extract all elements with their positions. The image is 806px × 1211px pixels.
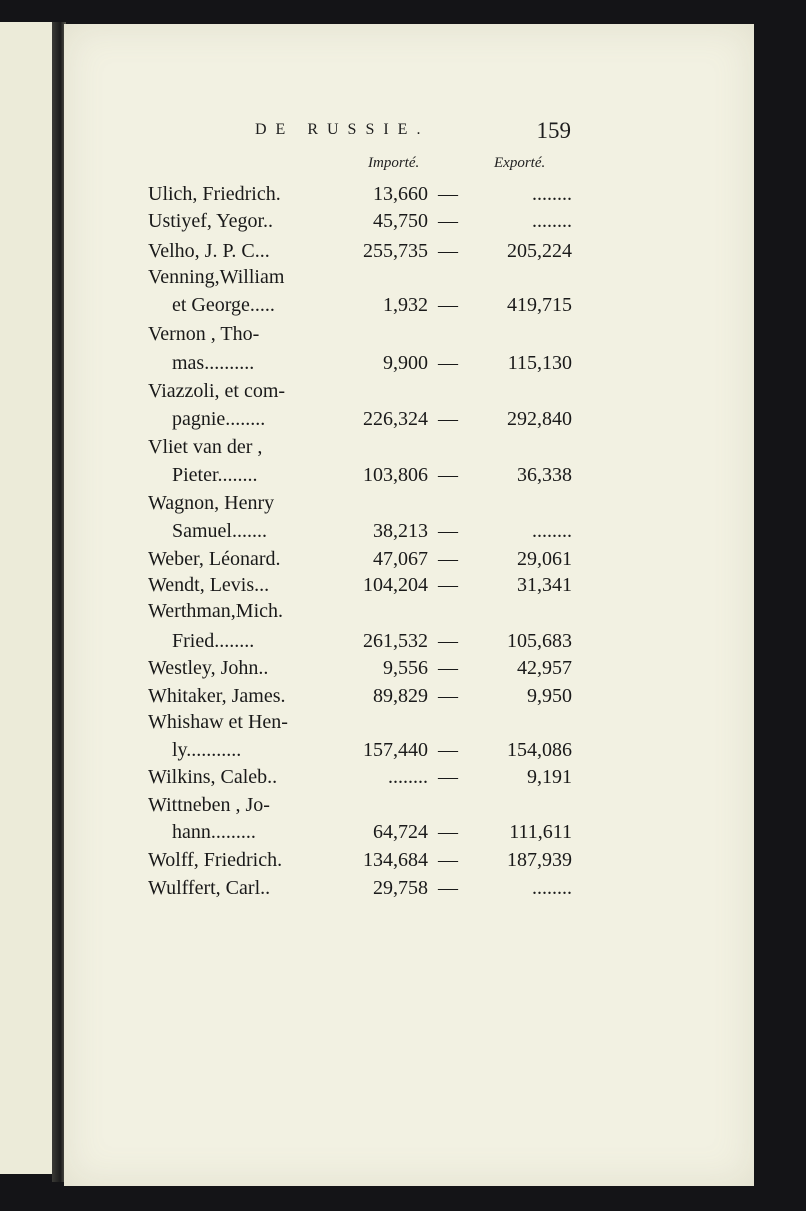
imported-value: 64,724 (373, 821, 428, 843)
separator-dash: — (438, 520, 458, 542)
table-row (148, 792, 572, 818)
exported-value: 9,950 (527, 685, 572, 707)
exported-value: 31,341 (517, 574, 572, 596)
imported-value: 103,806 (363, 464, 428, 486)
merchant-name: Wolff, Friedrich. (148, 849, 283, 871)
merchant-name: Weber, Léonard. (148, 548, 281, 570)
separator-dash: — (438, 240, 458, 262)
separator-dash: — (438, 408, 458, 430)
merchant-name: et George..... (172, 294, 275, 316)
separator-dash: — (438, 630, 458, 652)
merchant-name: Vernon , Tho- (148, 323, 260, 345)
separator-dash: — (438, 574, 458, 596)
facing-page-edge (0, 22, 54, 1174)
merchant-name: Wendt, Levis... (148, 574, 270, 596)
separator-dash: — (438, 210, 458, 232)
running-head (255, 118, 575, 151)
separator-dash: — (438, 352, 458, 374)
merchant-name: Wagnon, Henry (148, 492, 275, 514)
merchant-name: Velho, J. P. C... (148, 240, 270, 262)
imported-value: 45,750 (373, 210, 428, 232)
table-row (148, 238, 572, 264)
imported-value: 157,440 (363, 739, 428, 761)
merchant-name: Whishaw et Hen- (148, 711, 288, 733)
page-number: 159 (536, 118, 571, 143)
imported-value: 104,204 (363, 574, 428, 596)
table-row (148, 406, 572, 432)
page-title: DE RUSSIE. (255, 121, 430, 138)
imported-value: 255,735 (363, 240, 428, 262)
imported-value: 89,829 (373, 685, 428, 707)
table-row (148, 683, 572, 709)
imported-value: 9,900 (383, 352, 428, 374)
merchant-name: Viazzoli, et com- (148, 380, 286, 402)
exported-value: 205,224 (507, 240, 572, 262)
imported-value: ........ (388, 766, 428, 788)
table-row (148, 518, 572, 544)
separator-dash: — (438, 739, 458, 761)
table-row (148, 546, 572, 572)
merchant-name: Werthman,Mich. (148, 600, 284, 622)
table-row (148, 181, 572, 207)
separator-dash: — (438, 464, 458, 486)
table-row (148, 264, 572, 290)
exported-value: 105,683 (507, 630, 572, 652)
exported-value: 292,840 (507, 408, 572, 430)
exported-value: 115,130 (507, 352, 572, 374)
exported-value: 154,086 (507, 739, 572, 761)
merchant-name: Westley, John.. (148, 657, 269, 679)
separator-dash: — (438, 294, 458, 316)
table-row (148, 737, 572, 763)
exported-value: 111,611 (509, 821, 572, 843)
merchant-name: Whitaker, James. (148, 685, 286, 707)
table-row (148, 462, 572, 488)
exported-value: 187,939 (507, 849, 572, 871)
exported-value: 36,338 (517, 464, 572, 486)
merchant-name: Wittneben , Jo- (148, 794, 270, 816)
exported-value: 29,061 (517, 548, 572, 570)
merchant-name: pagnie........ (172, 408, 266, 430)
table-row (148, 764, 572, 790)
separator-dash: — (438, 548, 458, 570)
column-header-exported: Exporté. (494, 155, 546, 171)
imported-value: 47,067 (373, 548, 428, 570)
separator-dash: — (438, 821, 458, 843)
table-row (148, 490, 572, 516)
imported-value: 29,758 (373, 877, 428, 899)
table-row (148, 350, 572, 376)
imported-value: 13,660 (373, 183, 428, 205)
table-row (148, 875, 572, 901)
table-row (148, 598, 572, 624)
table-row (148, 847, 572, 873)
table-row (148, 434, 572, 460)
exported-value: 42,957 (517, 657, 572, 679)
merchant-name: Ustiyef, Yegor.. (148, 210, 274, 232)
merchant-name: Wilkins, Caleb.. (148, 766, 278, 788)
separator-dash: — (438, 849, 458, 871)
merchant-name: Samuel....... (172, 520, 267, 542)
exported-value: ........ (532, 183, 572, 205)
separator-dash: — (438, 685, 458, 707)
separator-dash: — (438, 877, 458, 899)
separator-dash: — (438, 766, 458, 788)
merchant-name: mas.......... (172, 352, 255, 374)
table-row (148, 292, 572, 318)
merchant-name: Vliet van der , (148, 436, 263, 458)
table-row (148, 572, 572, 598)
exported-value: ........ (532, 877, 572, 899)
exported-value: ........ (532, 210, 572, 232)
merchant-name: Wulffert, Carl.. (148, 877, 271, 899)
table-row (148, 819, 572, 845)
imported-value: 226,324 (363, 408, 428, 430)
exported-value: 9,191 (527, 766, 572, 788)
table-row (148, 321, 572, 347)
table-row (148, 709, 572, 735)
table-row (148, 655, 572, 681)
exported-value: ........ (532, 520, 572, 542)
merchant-name: Pieter........ (172, 464, 258, 486)
merchant-name: Ulich, Friedrich. (148, 183, 281, 205)
table-row (148, 628, 572, 654)
separator-dash: — (438, 183, 458, 205)
table-row (148, 378, 572, 404)
exported-value: 419,715 (507, 294, 572, 316)
table-row (148, 208, 572, 234)
imported-value: 134,684 (363, 849, 428, 871)
merchant-name: ly........... (172, 739, 242, 761)
imported-value: 261,532 (363, 630, 428, 652)
imported-value: 9,556 (383, 657, 428, 679)
imported-value: 38,213 (373, 520, 428, 542)
merchant-name: Venning,William (148, 266, 285, 288)
merchant-name: hann......... (172, 821, 256, 843)
merchant-name: Fried........ (172, 630, 255, 652)
separator-dash: — (438, 657, 458, 679)
imported-value: 1,932 (383, 294, 428, 316)
column-header-imported: Importé. (368, 155, 420, 171)
